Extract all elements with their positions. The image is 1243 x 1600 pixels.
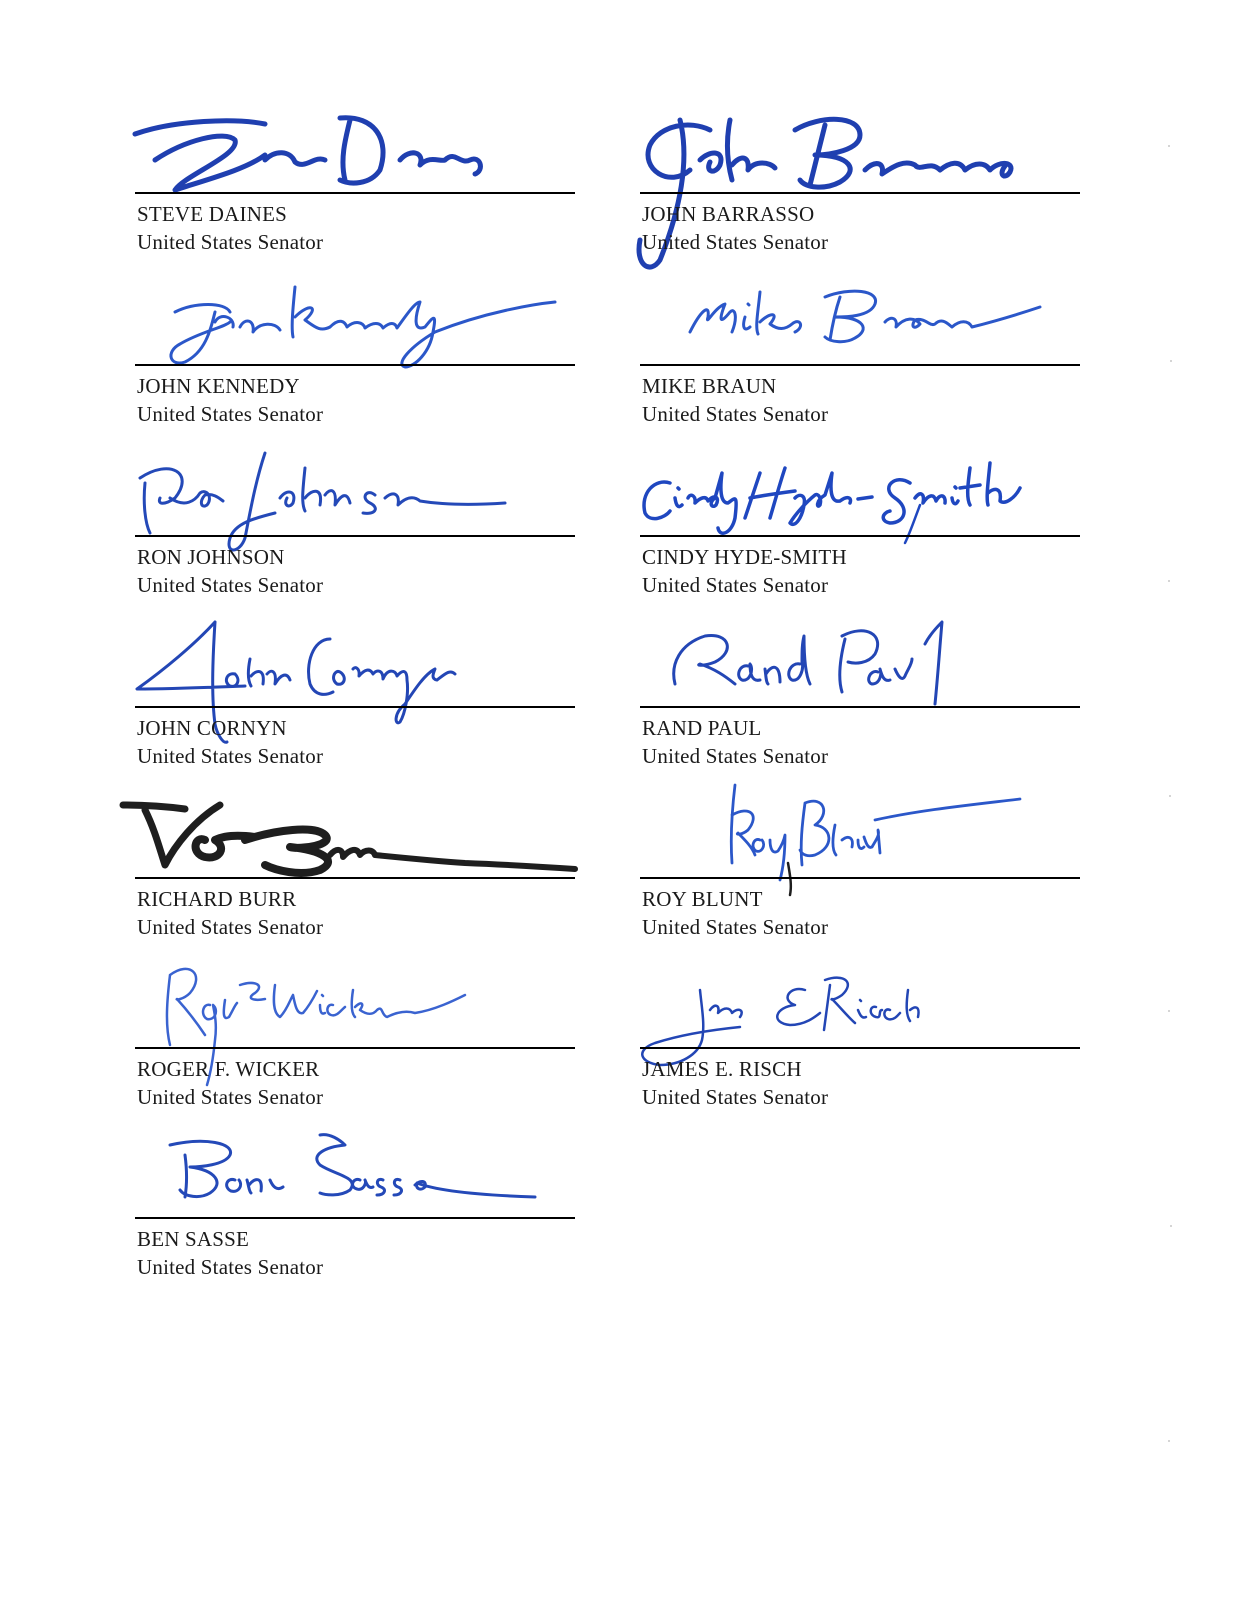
signature-stroke [330, 302, 555, 367]
signatory-name: MIKE BRAUN [642, 374, 777, 398]
signature-line [135, 192, 575, 194]
signatory-name: RICHARD BURR [137, 887, 297, 911]
signature-stroke [140, 469, 223, 533]
signature-risch [620, 955, 1100, 1105]
signature-block-braun [640, 272, 1080, 447]
signature-stroke [226, 659, 290, 686]
signature-stroke [240, 287, 330, 337]
signatory-name: ROY BLUNT [642, 887, 763, 911]
scan-mark [1168, 145, 1170, 147]
signature-stroke [885, 307, 1040, 327]
signature-stroke [674, 635, 735, 684]
signature-stroke [710, 1006, 742, 1017]
signature-hyde-smith [620, 443, 1100, 593]
signature-line [135, 535, 575, 537]
signatory-name: RON JOHNSON [137, 545, 285, 569]
signatory-name: BEN SASSE [137, 1227, 250, 1251]
signature-stroke [739, 636, 810, 684]
signature-stroke [777, 978, 918, 1030]
signatory-title: United States Senator [137, 573, 324, 597]
signature-stroke [788, 863, 791, 895]
signature-stroke [340, 118, 383, 183]
signature-block-daines [135, 100, 575, 275]
signature-stroke [642, 990, 740, 1065]
signatory-title: United States Senator [642, 744, 829, 768]
signatory-title: United States Senator [642, 1085, 829, 1109]
signatory-name: ROGER F. WICKER [137, 1057, 320, 1081]
signatory-name: RAND PAUL [642, 716, 762, 740]
scan-mark [1168, 580, 1170, 582]
scan-mark [1170, 1225, 1172, 1227]
signature-stroke [330, 850, 575, 869]
signature-wicker [115, 955, 595, 1105]
signature-block-blunt [640, 785, 1080, 960]
signature-line [135, 706, 575, 708]
signature-line [640, 535, 1080, 537]
signatory-title: United States Senator [642, 915, 829, 939]
signature-line [135, 1047, 575, 1049]
signature-barrasso [620, 100, 1100, 250]
signature-block-barrasso [640, 100, 1080, 275]
signature-stroke [317, 1135, 535, 1197]
signatory-title: United States Senator [137, 402, 324, 426]
signature-cornyn [115, 614, 595, 764]
signature-daines [115, 100, 595, 250]
signature-kennedy [115, 272, 595, 422]
signature-block-hyde-smith [640, 443, 1080, 618]
signature-line [135, 364, 575, 366]
signatory-title: United States Senator [137, 1085, 324, 1109]
signature-stroke [196, 830, 329, 873]
signature-stroke [227, 1179, 283, 1193]
scan-mark [1168, 1010, 1170, 1012]
signature-stroke [800, 799, 1020, 865]
signature-stroke [905, 505, 920, 543]
signature-stroke [731, 785, 785, 880]
signature-stroke [795, 119, 860, 187]
signatory-name: STEVE DAINES [137, 202, 287, 226]
signature-stroke [690, 292, 801, 334]
signature-stroke [745, 468, 851, 524]
signatory-name: CINDY HYDE-SMITH [642, 545, 847, 569]
signature-stroke [135, 121, 265, 190]
signature-johnson [115, 443, 595, 593]
signature-stroke [167, 969, 205, 1045]
signature-line [135, 877, 575, 879]
signature-stroke [840, 622, 942, 704]
signature-block-risch [640, 955, 1080, 1130]
signature-line [640, 706, 1080, 708]
signature-stroke [865, 163, 1011, 176]
signature-stroke [400, 153, 480, 174]
signature-line [640, 877, 1080, 879]
signature-block-burr [135, 785, 575, 960]
signatory-title: United States Senator [137, 230, 324, 254]
signature-line [135, 1217, 575, 1219]
signature-line [640, 364, 1080, 366]
signature-block-cornyn [135, 614, 575, 789]
signature-stroke [171, 305, 233, 363]
signature-stroke [265, 153, 325, 165]
signatory-title: United States Senator [137, 915, 324, 939]
signature-stroke [280, 468, 350, 511]
signatory-name: JOHN KENNEDY [137, 374, 300, 398]
signature-stroke [858, 463, 1020, 523]
signature-stroke [363, 493, 505, 514]
signature-block-sasse [135, 1125, 575, 1300]
scan-mark [1168, 1440, 1170, 1442]
signatory-title: United States Senator [642, 573, 829, 597]
signature-block-paul [640, 614, 1080, 789]
signature-block-kennedy [135, 272, 575, 447]
scan-mark [1170, 360, 1172, 362]
signatory-name: JOHN CORNYN [137, 716, 287, 740]
signature-stroke [274, 985, 465, 1017]
signature-stroke [309, 639, 455, 723]
signatory-title: United States Senator [642, 402, 829, 426]
signature-paul [620, 614, 1100, 764]
scan-mark [1169, 795, 1171, 797]
signature-stroke [170, 1141, 231, 1197]
signature-burr [115, 785, 595, 935]
signature-stroke [644, 473, 736, 533]
signatory-title: United States Senator [642, 230, 829, 254]
signature-block-johnson [135, 443, 575, 618]
signature-line [640, 1047, 1080, 1049]
signature-sasse [115, 1125, 595, 1275]
signatory-name: JOHN BARRASSO [642, 202, 815, 226]
signatory-title: United States Senator [137, 744, 324, 768]
signatory-name: JAMES E. RISCH [642, 1057, 802, 1081]
signatory-title: United States Senator [137, 1255, 324, 1279]
signature-line [640, 192, 1080, 194]
signature-block-wicker [135, 955, 575, 1130]
signature-stroke [825, 291, 876, 342]
signature-braun [620, 272, 1100, 422]
signature-blunt [620, 785, 1100, 935]
